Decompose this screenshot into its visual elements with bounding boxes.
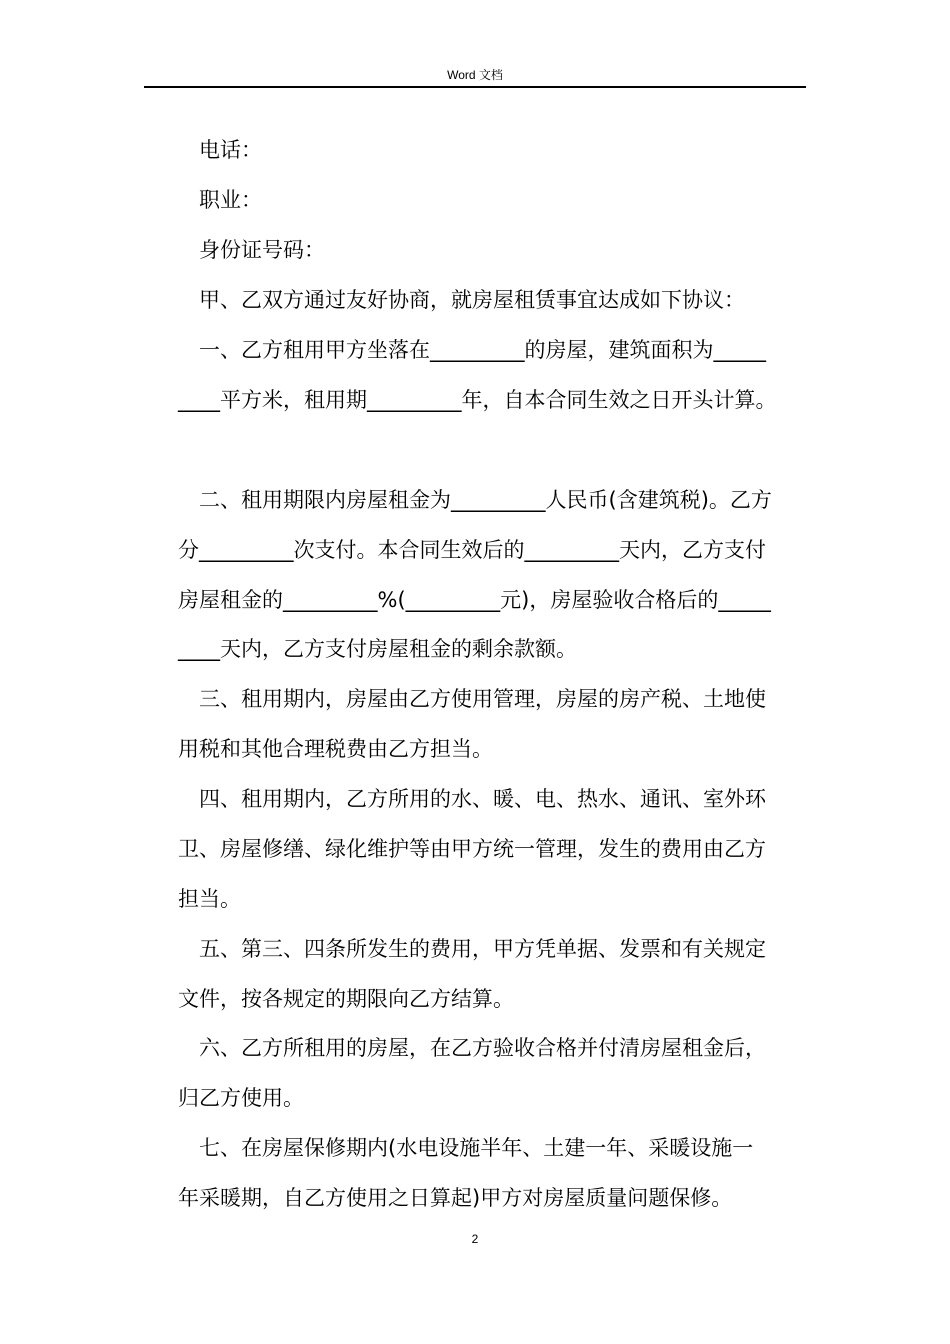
text-line: 职业：	[199, 188, 262, 212]
header-divider	[144, 86, 806, 88]
page-header-title: Word 文档	[447, 68, 503, 82]
text-line: 一、乙方租用甲方坐落在_________的房屋，建筑面积为_____	[199, 338, 766, 362]
text-line: 卫、房屋修缮、绿化维护等由甲方统一管理，发生的费用由乙方	[178, 837, 766, 861]
text-line: ____平方米，租用期_________年，自本合同生效之日开头计算。	[178, 388, 777, 412]
text-line: 文件，按各规定的期限向乙方结算。	[178, 987, 514, 1011]
text-line: 电话：	[199, 138, 262, 162]
text-line: 用税和其他合理税费由乙方担当。	[178, 737, 493, 761]
text-line: 二、租用期限内房屋租金为_________人民币(含建筑税)。乙方	[199, 488, 772, 512]
text-line: 七、在房屋保修期内(水电设施半年、土建一年、采暖设施一	[199, 1136, 754, 1160]
text-line: 五、第三、四条所发生的费用，甲方凭单据、发票和有关规定	[199, 937, 766, 961]
text-line: 四、租用期内，乙方所用的水、暖、电、热水、通讯、室外环	[199, 787, 766, 811]
text-line: 担当。	[178, 887, 241, 911]
text-line: ____天内，乙方支付房屋租金的剩余款额。	[178, 637, 577, 661]
text-line: 年采暖期，自乙方使用之日算起)甲方对房屋质量问题保修。	[178, 1186, 733, 1210]
text-line: 六、乙方所租用的房屋，在乙方验收合格并付清房屋租金后，	[199, 1036, 766, 1060]
text-line: 甲、乙双方通过友好协商，就房屋租赁事宜达成如下协议：	[199, 288, 745, 312]
text-line: 房屋租金的_________%(_________元)，房屋验收合格后的_____	[178, 588, 771, 612]
page-number: 2	[471, 1232, 479, 1246]
text-line: 归乙方使用。	[178, 1086, 304, 1110]
text-line: 三、租用期内，房屋由乙方使用管理，房屋的房产税、土地使	[199, 687, 766, 711]
text-line: 身份证号码：	[199, 238, 325, 262]
text-line: 分_________次支付。本合同生效后的_________天内，乙方支付	[178, 538, 766, 562]
